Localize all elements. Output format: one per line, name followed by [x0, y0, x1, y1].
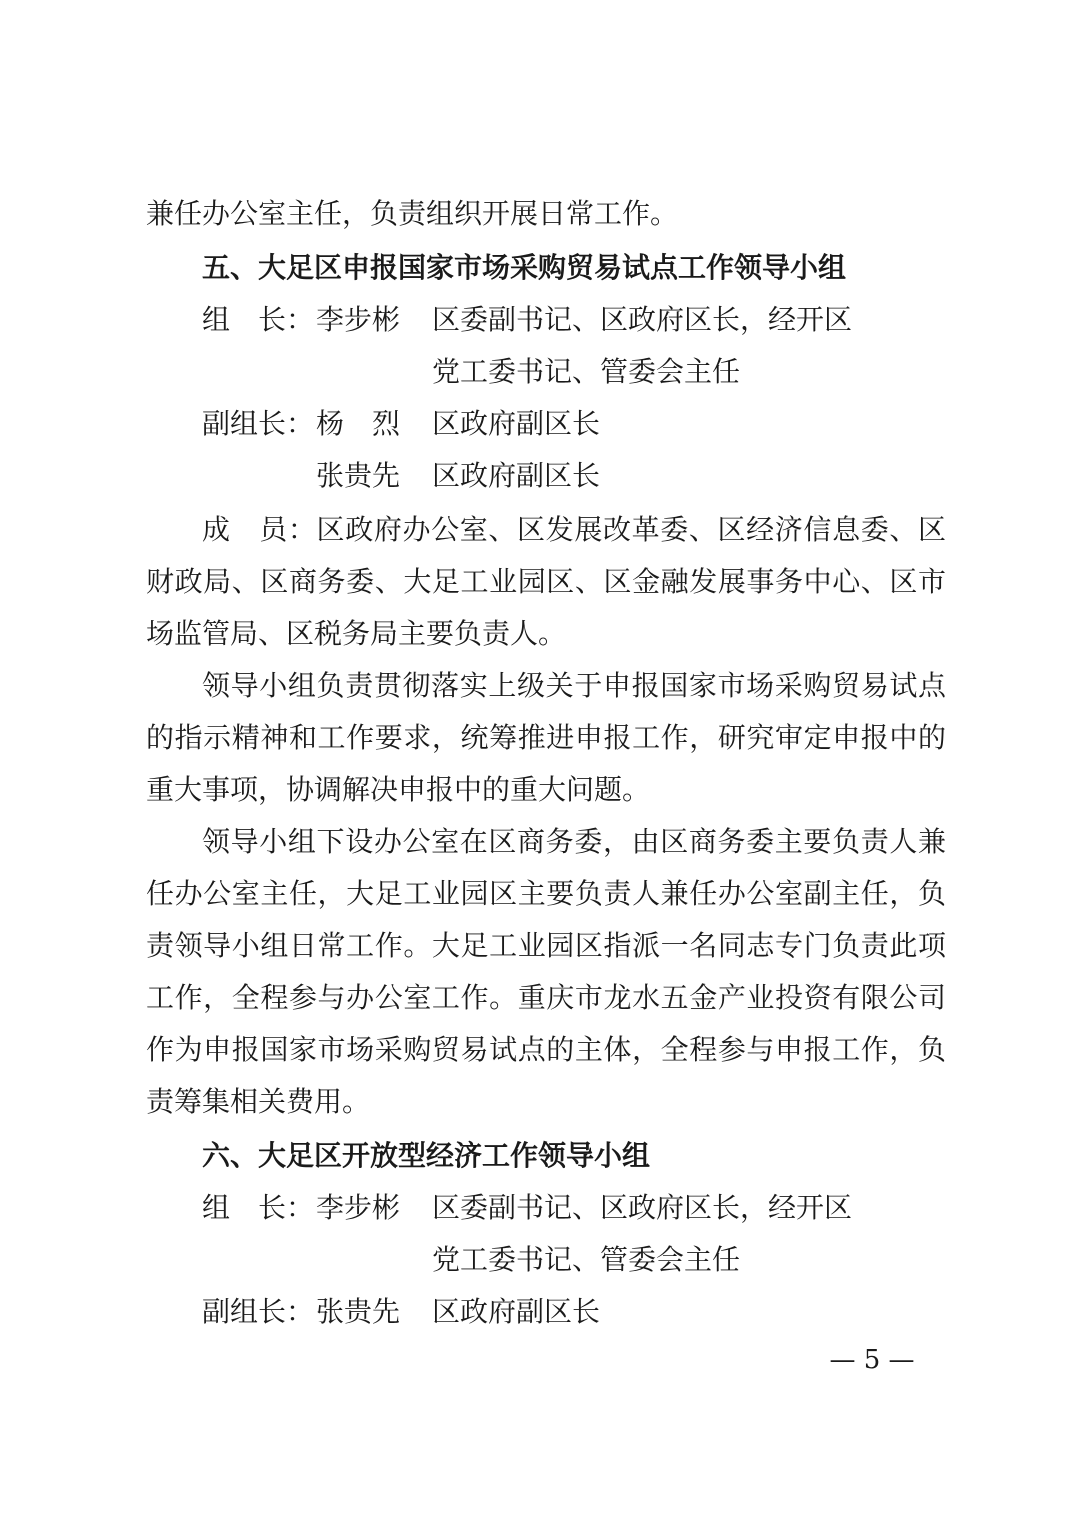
s6-leader-label: 组 长：	[202, 1191, 315, 1224]
s5-members-line-3: 场监管局、区税务局主要负责人。	[146, 617, 567, 650]
s5-leader-row	[202, 300, 946, 340]
s5-deputy2-title: 区政府副区长	[432, 459, 601, 492]
s5-deputy1-title: 区政府副区长	[432, 407, 601, 440]
s5-para1-line-1: 领导小组负责贯彻落实上级关于申报国家市场采购贸易试点	[202, 669, 946, 702]
s5-para2-line-3: 责领导小组日常工作。大足工业园区指派一名同志专门负责此项	[146, 929, 946, 962]
s5-deputy-label: 副组长：	[202, 407, 315, 440]
s5-members-line-2: 财政局、区商务委、大足工业园区、区金融发展事务中心、区市	[146, 565, 946, 598]
s6-leader-name: 李步彬	[316, 1191, 401, 1224]
s5-leader-title-2: 党工委书记、管委会主任	[432, 355, 741, 388]
s5-deputy1-name: 杨 烈	[316, 407, 401, 440]
s5-para2-line-5: 作为申报国家市场采购贸易试点的主体，全程参与申报工作，负	[146, 1033, 946, 1066]
s5-leader-label: 组 长：	[202, 303, 315, 336]
s6-leader-row	[202, 1188, 946, 1228]
s6-leader-row-2	[202, 1240, 946, 1280]
intro-line: 兼任办公室主任，负责组织开展日常工作。	[146, 197, 679, 230]
s6-leader-title-2: 党工委书记、管委会主任	[432, 1243, 741, 1276]
s5-para2-line-1: 领导小组下设办公室在区商务委，由区商务委主要负责人兼	[202, 825, 946, 858]
s5-para1-line-2: 的指示精神和工作要求，统筹推进申报工作，研究审定申报中的	[146, 721, 946, 754]
section-6-heading: 六、大足区开放型经济工作领导小组	[202, 1139, 651, 1172]
s5-deputy-row-2	[202, 456, 946, 496]
s6-deputy1-name: 张贵先	[316, 1295, 401, 1328]
s5-leader-row-2	[202, 352, 946, 392]
section-5-heading: 五、大足区申报国家市场采购贸易试点工作领导小组	[202, 251, 847, 284]
s6-deputy1-title: 区政府副区长	[432, 1295, 601, 1328]
s6-deputy-row-1	[202, 1292, 946, 1332]
s5-para2-line-2: 任办公室主任，大足工业园区主要负责人兼任办公室副主任，负	[146, 877, 946, 910]
s5-deputy-row-1	[202, 404, 946, 444]
s5-leader-name: 李步彬	[316, 303, 401, 336]
s5-para2-line-4: 工作，全程参与办公室工作。重庆市龙水五金产业投资有限公司	[146, 981, 946, 1014]
s5-para2-line-6: 责筹集相关费用。	[146, 1085, 371, 1118]
page-number: — 5 —	[829, 1345, 915, 1375]
s6-deputy-label: 副组长：	[202, 1295, 315, 1328]
s5-para1-line-3: 重大事项，协调解决申报中的重大问题。	[146, 773, 651, 806]
s5-members-line-1: 成 员：区政府办公室、区发展改革委、区经济信息委、区	[202, 513, 946, 546]
s6-leader-title-1: 区委副书记、区政府区长，经开区	[432, 1191, 853, 1224]
s5-leader-title-1: 区委副书记、区政府区长，经开区	[432, 303, 853, 336]
s5-deputy2-name: 张贵先	[316, 459, 401, 492]
